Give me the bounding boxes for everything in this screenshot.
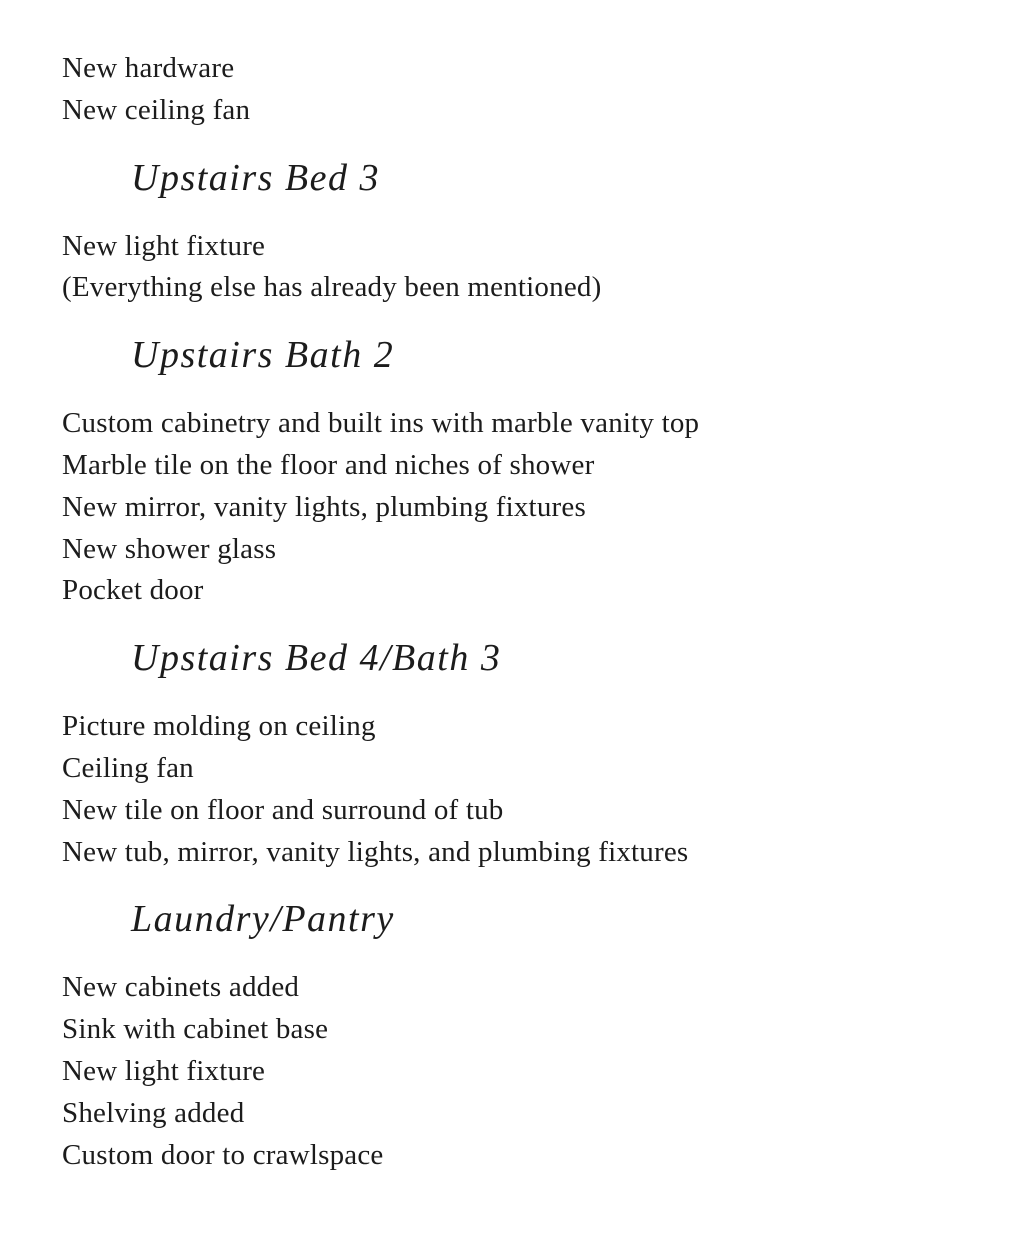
section-heading-laundry-pantry: Laundry/Pantry: [131, 898, 395, 941]
section-heading-upstairs-bath-2: Upstairs Bath 2: [131, 334, 395, 377]
list-item: Picture molding on ceiling: [62, 710, 376, 743]
list-item: New cabinets added: [62, 971, 300, 1004]
list-item: Marble tile on the floor and niches of shower: [62, 448, 595, 481]
list-item: New tile on floor and surround of tub: [62, 793, 504, 826]
list-item: Shelving added: [62, 1096, 245, 1129]
list-item: New mirror, vanity lights, plumbing fixtures: [62, 490, 586, 523]
list-item: Ceiling fan: [62, 751, 194, 784]
list-item: New light fixture: [62, 1054, 266, 1087]
list-item: New ceiling fan: [62, 93, 251, 126]
list-item: Custom cabinetry and built ins with marble vanity top: [62, 407, 700, 440]
list-item: Pocket door: [62, 574, 204, 607]
list-item: New shower glass: [62, 532, 277, 565]
list-item: New light fixture: [62, 229, 266, 262]
list-item: New tub, mirror, vanity lights, and plumbing fixtures: [62, 835, 689, 868]
list-item: Sink with cabinet base: [62, 1013, 329, 1046]
section-heading-upstairs-bed-3: Upstairs Bed 3: [131, 156, 380, 199]
section-heading-upstairs-bed-4-bath-3: Upstairs Bed 4/Bath 3: [131, 637, 502, 680]
list-item: Custom door to crawlspace: [62, 1138, 384, 1171]
list-item: (Everything else has already been mentioned): [62, 271, 602, 304]
list-item: New hardware: [62, 52, 235, 84]
